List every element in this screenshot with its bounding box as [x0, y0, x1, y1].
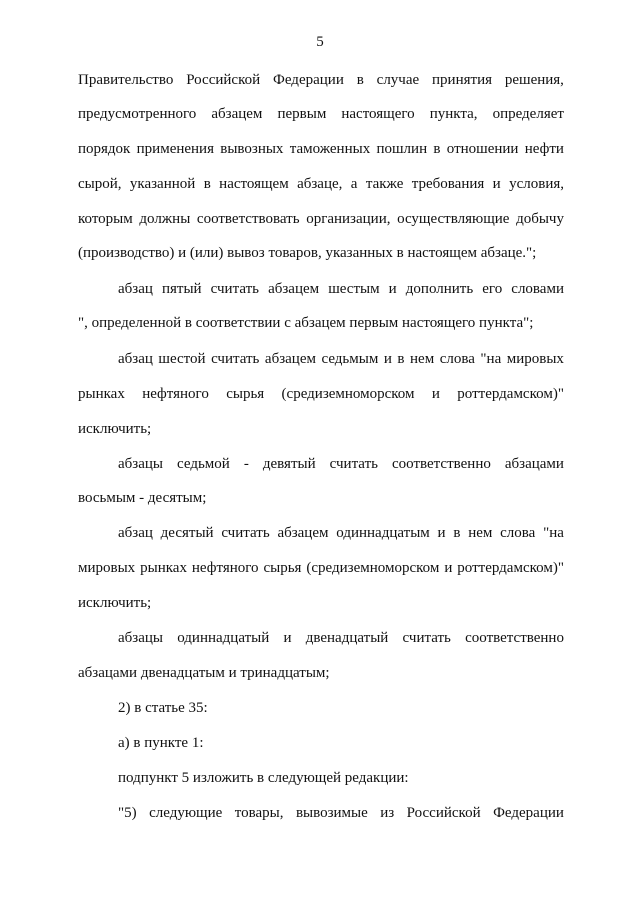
word: и: [283, 630, 292, 646]
word: Российской: [186, 72, 261, 88]
word: роттердамском)": [457, 386, 564, 402]
word: и: [431, 386, 440, 402]
text-line: исключить;: [78, 421, 152, 437]
text-line: (производство) и (или) вывоз товаров, указанных в настоящем абзаце.";: [78, 245, 537, 261]
word: и: [383, 351, 392, 367]
text-line: 2) в статье 35:: [118, 700, 208, 716]
word: применения: [136, 141, 214, 157]
word: "5): [118, 805, 137, 821]
word: абзацы: [118, 456, 163, 472]
word: девятый: [262, 456, 316, 472]
word: считать: [210, 281, 259, 297]
word: "на: [543, 525, 564, 541]
text-line: [118, 524, 564, 542]
word: шестой: [158, 351, 206, 367]
word: "на: [480, 351, 502, 367]
word: -: [243, 456, 249, 472]
word: соответственно: [392, 456, 491, 472]
word: Федерации: [273, 72, 344, 88]
text-line: подпункт 5 изложить в следующей редакции:: [118, 770, 409, 786]
page-number: 5: [316, 34, 324, 50]
word: добычу: [516, 211, 564, 227]
word: абзац: [118, 351, 153, 367]
text-line: [78, 105, 564, 123]
word: следующие: [149, 805, 223, 821]
word: Федерации: [493, 805, 564, 821]
word: абзацем: [211, 106, 263, 122]
word: настоящего: [341, 106, 415, 122]
word: одиннадцатым: [336, 525, 430, 541]
word: считать: [329, 456, 378, 472]
word: Российской: [406, 805, 481, 821]
word: условия,: [509, 176, 564, 192]
text-line: [118, 280, 564, 298]
text-line: [118, 350, 564, 368]
word: настоящем: [219, 176, 289, 192]
text-line: [78, 210, 564, 228]
word: должны: [139, 211, 191, 227]
text-line: абзацами двенадцатым и тринадцатым;: [78, 665, 330, 681]
word: мировых: [78, 560, 136, 576]
text-line: [78, 385, 564, 403]
word: организации,: [306, 211, 391, 227]
word: которым: [78, 211, 133, 227]
word: мировых: [506, 351, 564, 367]
word: абзацем: [277, 525, 329, 541]
word: случае: [376, 72, 420, 88]
word: таможенных: [289, 141, 371, 157]
word: (средиземноморском: [306, 560, 440, 576]
word: абзацем: [268, 281, 320, 297]
word: нефти: [524, 141, 564, 157]
word: нем: [410, 351, 435, 367]
text-line: [78, 140, 564, 158]
word: также: [365, 176, 404, 192]
word: словами: [511, 281, 564, 297]
word: считать: [221, 525, 270, 541]
word: пошлин: [376, 141, 428, 157]
word: соответствовать: [196, 211, 300, 227]
text-line: [78, 71, 564, 89]
word: абзацы: [118, 630, 163, 646]
word: одиннадцатый: [177, 630, 270, 646]
word: считать: [211, 351, 260, 367]
word: в: [453, 525, 461, 541]
word: принятия: [432, 72, 492, 88]
word: рынках: [78, 386, 125, 402]
text-line: а) в пункте 1:: [118, 735, 204, 751]
word: предусмотренного: [78, 106, 197, 122]
word: нем: [468, 525, 493, 541]
word: слова: [439, 351, 475, 367]
word: (средиземноморском: [281, 386, 415, 402]
text-line: [118, 804, 564, 822]
word: шестым: [328, 281, 380, 297]
word: из: [380, 805, 395, 821]
word: сырья: [226, 386, 265, 402]
word: и: [437, 525, 446, 541]
word: сырой,: [78, 176, 122, 192]
word: соответственно: [465, 630, 564, 646]
text-line: [118, 629, 564, 647]
word: и: [444, 560, 453, 576]
word: а: [350, 176, 358, 192]
word: и: [492, 176, 501, 192]
word: роттердамском)": [457, 560, 564, 576]
word: его: [482, 281, 503, 297]
word: десятый: [160, 525, 214, 541]
word: двенадцатый: [305, 630, 389, 646]
word: пятый: [161, 281, 202, 297]
word: товары,: [234, 805, 284, 821]
word: требования: [411, 176, 485, 192]
word: седьмым: [321, 351, 379, 367]
text-line: [78, 175, 564, 193]
word: первым: [277, 106, 327, 122]
text-line: [118, 455, 564, 473]
word: пункта,: [429, 106, 478, 122]
text-line: восьмым - десятым;: [78, 490, 207, 506]
word: седьмой: [177, 456, 230, 472]
word: отношении: [446, 141, 519, 157]
word: абзац: [118, 281, 153, 297]
word: абзацами: [504, 456, 564, 472]
word: считать: [402, 630, 451, 646]
word: абзацем: [264, 351, 316, 367]
word: сырья: [263, 560, 302, 576]
word: осуществляющие: [397, 211, 510, 227]
word: решения,: [504, 72, 564, 88]
text-line: [78, 559, 564, 577]
word: вывозных: [220, 141, 284, 157]
word: дополнить: [405, 281, 474, 297]
text-line: исключить;: [78, 595, 152, 611]
word: нефтяного: [142, 386, 209, 402]
word: в: [356, 72, 364, 88]
word: нефтяного: [191, 560, 259, 576]
word: в: [397, 351, 405, 367]
word: Правительство: [78, 72, 174, 88]
word: и: [388, 281, 397, 297]
word: вывозимые: [295, 805, 368, 821]
text-line: ", определенной в соответствии с абзацем первым настоящего пункта";: [78, 315, 534, 331]
word: абзац: [118, 525, 153, 541]
word: указанной: [129, 176, 196, 192]
word: абзаце,: [297, 176, 343, 192]
word: в: [203, 176, 211, 192]
word: в: [433, 141, 441, 157]
word: порядок: [78, 141, 131, 157]
word: слова: [500, 525, 536, 541]
word: определяет: [492, 106, 564, 122]
word: рынках: [140, 560, 187, 576]
